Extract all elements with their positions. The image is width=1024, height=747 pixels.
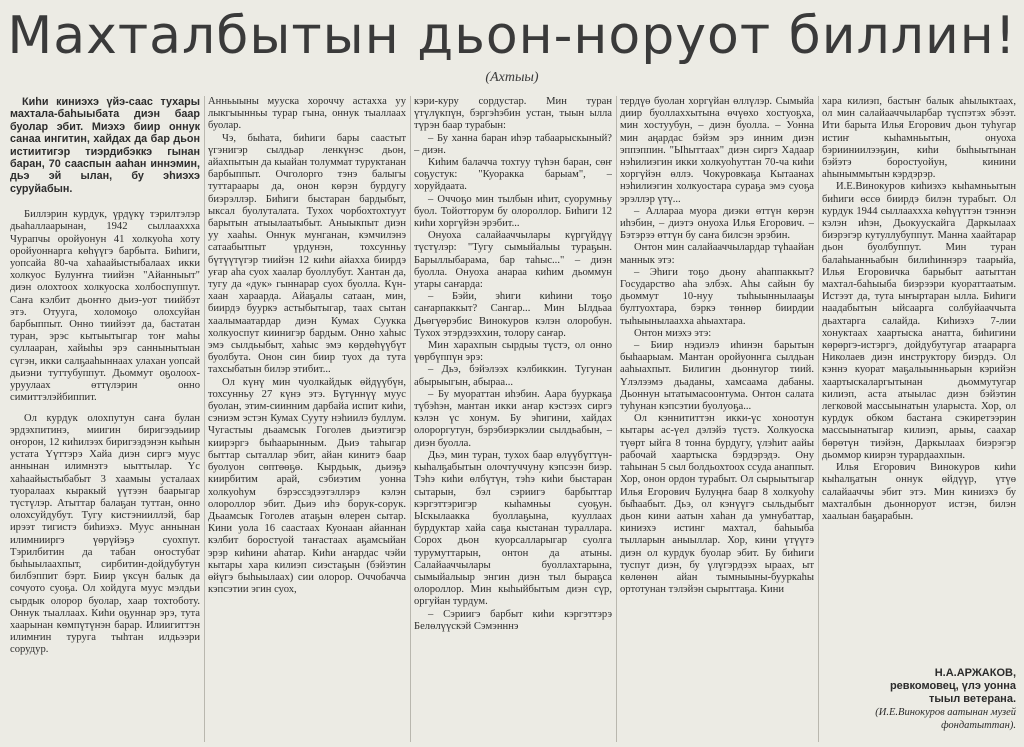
paragraph: Онтон мин салайааччылардар түһаайан маннык этэ: [620, 242, 814, 266]
paragraph: кэри-куру сордустар. Мин туран үтүлүкпүн, бэргэһэбин устан, тыын ылла түрэн баар турабын: [414, 96, 612, 132]
article-column-1 [10, 96, 200, 744]
article-subhead: (Ахтыы) [485, 70, 539, 85]
paragraph: Онтон миэхэ этэ: [634, 327, 712, 339]
source-note: (И.Е.Винокуров аатынан музей фондатыттан). [875, 707, 1016, 731]
paragraph: Онуоха салайааччылары күргүйдүү түстүлэр: "Тугу сымыйалыы тураҕын. Барыллыбарама, бар таһыс..." – диэн буолла. Онуоха анараа киһим дьоммун утары саҥарда: [414, 230, 612, 291]
paragraph: Анньыыны мууска хороччу астахха уу лыкгыынньы турар гына, оннук тыаллаах буолар. [208, 96, 406, 132]
paragraph: хара килиэп, бастыҥ балык аһылыктаах, ол мин салайааччыларбар түспэтэх эбээт. Ити барыта Илья Егорович дьон туһугар истиҥ кыһамньытын, онуоха бэрииниилээҕин, киһи быһыытынан бэйэтэ боростуойун, кинини аһыныммытын кэрдэрэр. [822, 96, 1016, 181]
paragraph: Ол кэннититтэн икки-үс хоноотун кытары ас-үел дэлэйэ түстэ. Холкуоска түөрт ыйга 8 тонна бурдугу, үлэһит аайы рабочай хаартыска бэрдэрэдэ. Ону таһынан 5 сыл болдьохтоох ссуда анаппыт. Хор, онон ордон турабыт. Ол сырыытыгар Илья Егорович Булуңҥа баар 8 холкуоһу бы̄һаабыт. Дьэ, ол кэнүүгэ сыльдыбыт дьон кини аатын хаһан да умнубаттар, киниэхэ истинг махтал, баһыыба тылларын аныыллар. Хор, кини үтүүтэ диэн ол курдук буолар эбит. Бу биһиги туспут диэн, бу үлүгэрдээх ыраах, ыт көлөнөн айан тымныыны-бууркаһы ортотунан тэлэйэн сырыттаҕа. Кини [620, 413, 814, 596]
paragraph: – Аллараа муора диэки өттүн көрэн иһэбин, – диэтэ онуоха Илья Егорович. – Бэтэрээ өттүн бу саҥа билсэн эрэбин. [620, 205, 814, 242]
paragraph: тердүө буолан хоргүйан өллүлэр. Сымыйа диир буоллаххытына өчүөхо хостуоҕха, мин хостуубун, – диэн буолла. – Уонна мин аңардас бэйэм эрэ инним диэн эппэппин. "Ыһыттаах" диэн сиргэ Хадаар нэһилиэгин икки холкуоһуттан 70-ча киһи хоргүйэн өллэ. Чокуровкаҕа Кытаанах нэһилиэгин холкуостара сураҕа эмэ суоҕа эрэллэр үтү... [620, 96, 814, 205]
author-signature [822, 667, 1016, 732]
paragraph: – Бу муораттан иһэбин. Аара бууркаҕа түбэһэн, мантан икки аҥар кэстээх сиргэ кэлэн үс хонум. Бу эһигини, хайдах олороргутун, бэрэбиэркэлии сылдьабын, – диэн буолла. [414, 388, 612, 449]
author-name: Н.А.АРЖАКОВ, [934, 667, 1016, 679]
paragraph: – Сэриигэ барбыт киһи кэргэттэрэ Белөлүүскэй Сэмэнннэ [414, 608, 612, 632]
article-column-5 [822, 96, 1016, 662]
paragraph: – Оччоҕо мин тылбын иһит, суорумньу буол. Тойотторум бу олороллор. Биһиги 12 киһи хоргүйэн эрэбит... [414, 193, 612, 230]
paragraph: – Биир нэдиэлэ иһинэн барытын быһаарыам. Мантан оройуоннга сылдьан ааһыахпыт. Билигин дьоннугор тиий. Үлэлээмэ дьаданы, хамсаама дабаны. Дьоннун ытатымасоонтума. Онтон салата туһунан кэпсэтии буолуоҕа... [620, 340, 814, 413]
article-column-2 [208, 96, 406, 744]
paragraph: Биллэрин курдук, үрдүкү тэрилтэлэр дьаһаллаарынан, 1942 сыллааххха Чурапчы оройуонун 41 холкуоһа хоту оройуоннарга көһүүгэ барбыта. Биһиги, уопсайа 80-ча хаһаайыстыбалаах икки холкуос Булуҥҥа тиийэн "Айанныыт" диэн олохтоох холкуоска холбоспуппут. Саҥа кэлбит дьоҥҥо дьиэ-уот тиийбэт этэ. Отууга, холомоҕо олохсуйан барбыппыт. Онно тиийээт да, бастатан туран, эрэс кытыытыгар тоҥ маһы суллааран, хайыһы эрэ саннынытыан сүгэн, икки салҕааһыннаах улахан уопсай дьиэни туттубуппут. Дьоммут оҕолоох-уруулаах өттүлэрин онно симиттэлэйбиппит. [10, 209, 200, 404]
paragraph: Ол күнү мин чуолкайдык өйдүүбүн, тохсунньу 27 күнэ этэ. Бүтүннүү муус буолан, этим-сиинним дарбайа испит киһи, сэниэм эстэн Кумах Сууту нэһиилэ буллум. Чугастыы дьаамсык Гоголев дьиэтигэр киирэргэ быһаарынным. Дьиэ таһыгар быттар сыталлар эбит, айан кинитэ баар буолуон сөптөөҕө. Кырдьык, дьиэҕэ киирбитим арай, сэбиэтим уонна холкуоһум бэрэссэдээтэллэрэ кэлэн олороллор эбит. Дьиэ иһэ борук-сорук. Дьаамсык Гоголев атаҕын өлерен сытар. Кини уола 16 саастаах Куонаан айаннан кэлбит боростуой таҥастаах аҕамсыйан эрэр киһини аһатар. Киһи аҥардас чэйи кытары хара килиэп сиэстаҕын (бэйэтин өйүгэ быһыылаах) сии олорор. Оччобачча кэпсэтии эгин суох, [208, 376, 406, 596]
article-column-3 [414, 96, 612, 744]
lead-paragraph: Киһи киниэхэ үйэ-саас тухары махтала-баһыыбата диэн баар буолар эбит. Миэхэ биир оннук санаа ингитин, хайдах да бар дьон истиитигэр тиэрдибэккэ гынан баран, 70 сааспын ааһан иннэмин, дьэ эй ылан, бу эһиэхэ суруйабын. [10, 96, 200, 195]
column-divider [410, 96, 411, 742]
paragraph: И.Е.Винокуров киһиэхэ кыһамньытын биһиги өссө биирдэ билэн турабыт. Ол курдук 1944 сыллааххха көһүүттэн тэннэн кэлэн иһэн, Дьокуускайга Даркылаах биэрэгэр кутуллубуппут. Манна хаайтарар дьон буолбуппут. Мин туран балаһыанньабын билиһиннэрэ таарыйа, Илья Егоровичка барыбыт аатыттан махтал-баһыыба биэрээри куораттаатым. Истээт да, тута ыҥыртаран ылла. Биһиги наадабытын ыйсаарга солбуйааччыта дьахтарга салайда. Киһиэхэ 7-лии хонуктаах хаартыска анатта, биһигини көрөргэ-истэргэ, дойдубутугар атаарарга Николаев диэн инструктору биэрдэ. Ол кэннэ куорат маҕалыынньарын кэрийэн хаартыскаларгытынан дьоммутугар килиэп, аста атыылас диэн бэйэтин легковой массыынатын уларыста. Хор, ол курдук обком бастаҥа сэкиретээрин массыынатыгар килиэп, арыы, саахар бөрөтүн тиэйэн, Даркылаах биэрэгэр дьоммор киирэн турардаахпын. [822, 181, 1016, 461]
paragraph: Мин харахпын сырдыы түстэ, ол онно үөрбүппүн эрэ: [414, 340, 612, 364]
paragraph: Ол курдук олохпутун саҥа булан эрдэхпитинэ, миигин биригээдьиир оҥорон, 12 киһилээх биригээдэнэн кыһын устата Үүттэрэ Хайа диэн сиргэ муус аннынан илимнэтэ ыыттылар. Үс хаһаайыстыбабыт 3 хаамыы усталаах туоралаах кыракый үүтээн баарыгар түстүлэр. Атыттар балаҕан туттан, онно олохсуйдубут. Тугу кистэнииллэй, бар ирээт тигистэ биһиэхэ. Муус аннынан илимнииргэ үөрүйэҕэ суохпут. Тэрилбитин да табан оҥостубат быһыылаахпыт, сирбитин-дойдубутун билбэппит бэрт. Биир үксүн балык да сочуото суоҕа. Ол хойдуга муус мэлдьи сырдык олорор буолар, хаар тохтоботу. Оннук тыаллаах. Киһи оҕуннар эрэ, тута хаарынан көмпүтүнэн барар. Илиигиттэн илимҥин туруга тыһтан илдьээри сорудур. [10, 412, 200, 656]
article-headline: Махталбытын дьон-норуот биллин! [7, 6, 1017, 66]
paragraph: – Бу ханна баран иһэр табаарыскыный? – диэн. [414, 132, 612, 156]
column-divider [616, 96, 617, 742]
column-divider [818, 96, 819, 742]
paragraph: – Бэйи, эһиги киһини тоҕо саҥарпаккыт? Сангар... Мин Ылдьаа Дьөгүөрэбис Винокуров кэлэн олоробун. Тухох этэрдээххин, толору саҥар. [414, 291, 612, 339]
author-role: тыыл ветерана. [929, 693, 1016, 705]
paragraph: Илья Егорович Винокуров киһи кыһалҕатын оннук өйдүүр, үтүө салайааччы эбит этэ. Мин киниэхэ бу махталбын дьонноруот истэн, билэн хаалыан баҕарабын. [822, 462, 1016, 522]
article-column-4 [620, 96, 814, 744]
paragraph: Дьэ, мин туран, тухох баар өлүүбүттүн-кыһалҕабытын олочтуччуну кэпсээн биэр. Тэһэ киһи өлбүтүн, тэһэ киһи быстаран сытарын, бэл сэриигэ барбыттар кэргэттэригэр кыһамньы суоҕун. Ыскылаакка буоллаҕына, кууллаах бурдуктар хайа саҕа кыстанан тураллара. Сорох дьон куорсалларыгар суолга турумуттарын, онтон да атыны. Салайааччылары буоллахтарына, сымыйалыыр энгин диэн тыл быраҕса олороллор. Мин кыһыйбытым диэн сүр, оргуйан турдум. [414, 449, 612, 608]
paragraph: – Дьэ, бэйэлээх кэлбиккин. Тугунан абырыыгын, абыраа... [414, 364, 612, 388]
column-divider [204, 96, 205, 742]
paragraph: – Эһиги тоҕо дьону аһаппаккыт? Государство аһа элбэх. Аһы сайын бу дьоммут 10-нуу тыһыыннылааҕы бултуохтара, бэркэ төннөр биирдии тыһыынылаахха аһыахтара. [620, 266, 814, 327]
paragraph: Чэ, быһата, биһиги бары саастыт үгэнигэр сылдьар ленкүнэс дьон, айахпытын да кыайан толуммат туруктанан барбыппыт. Очголорго тэнэ балыгы туттараары да, онон көрэн бурдугу биэрэллэр. Биһиги быстаран бардыбыт, ыксал буолуталата. Тухох чорбохтохтуут барытын атыылаатыбыт. Аныыкпыт диэн уу хааһы. Оннук мунганан, кэмчилэнэ сатаабытпыт үрдунэн, тохсунньу бүтүүтүгэр тиийэн 12 киһи айахха биирдэ уғар аһа суох хаалар буоллубут. Хантан да, тугу да «дук» гыннарар суох буолла. Күн-хаан хараарда. Айаҕалы сатаан, мин, биирдэ бууркэ астыбытыгар, таах сытан хаалымаатардар диэн Кумах Суукка холкуоспут киинигэр бардым. Онно хаһыс эмэ сылдьыбыт, хаһыс эмэ көрдөһүүбүт буолбута. Онон син биир туох да тута тахсыбатын билэр этибит... [208, 132, 406, 376]
paragraph: Киһим балачча тохтуу түһэн баран, сөҥ соҕустук: "Куоракка барыам", – хоруйдаата. [414, 157, 612, 193]
author-role: ревкомовец, үлэ уонна [889, 680, 1016, 692]
